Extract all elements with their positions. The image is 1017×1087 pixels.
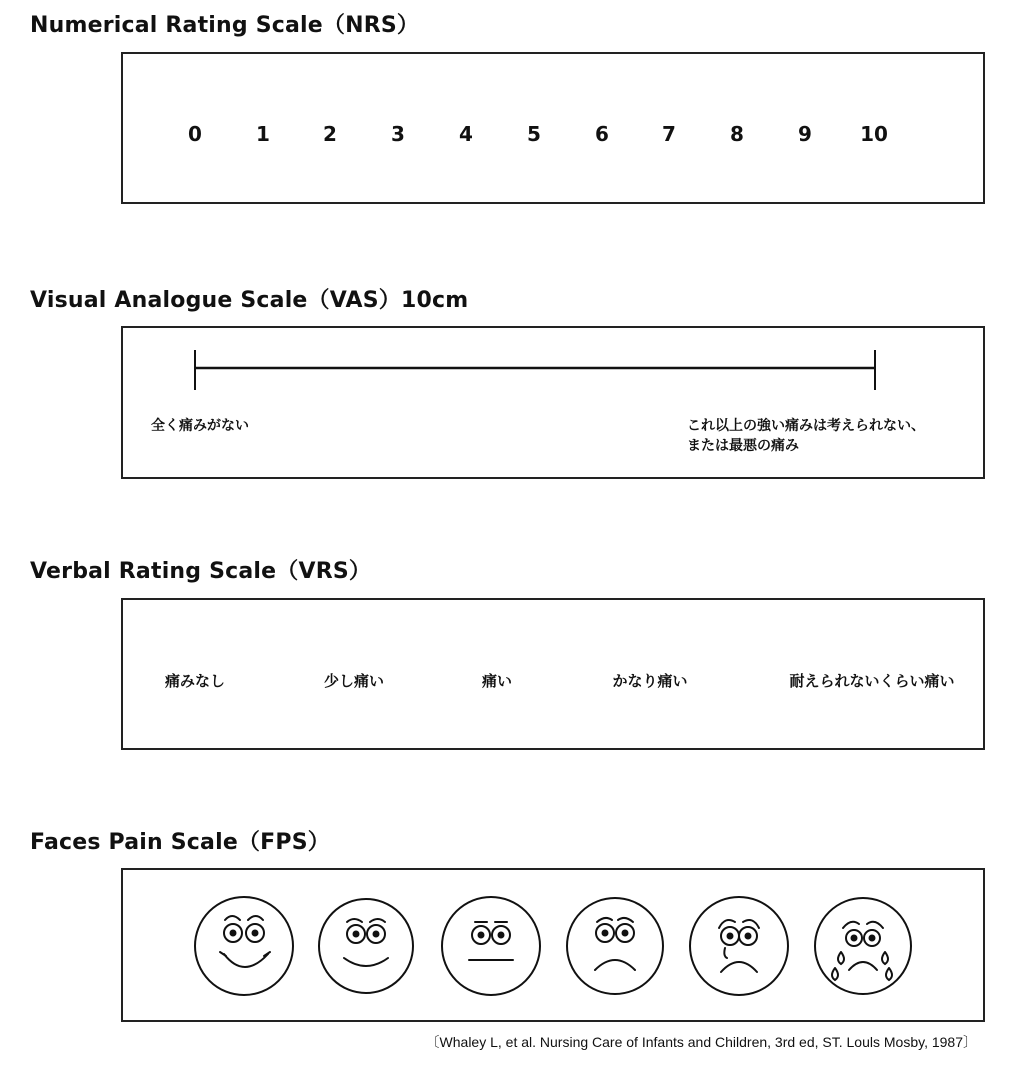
vas-line: [123, 328, 983, 408]
nrs-number-1: 1: [256, 122, 270, 146]
nrs-number-3: 3: [391, 122, 405, 146]
vas-right-label-line1: これ以上の強い痛みは考えられない、: [687, 418, 925, 434]
nrs-number-10: 10: [860, 122, 888, 146]
face-4-very-sad-icon: [690, 897, 788, 995]
nrs-number-2: 2: [323, 122, 337, 146]
face-1-happy-icon: [319, 899, 413, 993]
nrs-number-6: 6: [595, 122, 609, 146]
nrs-title: Numerical Rating Scale（NRS）: [30, 13, 420, 38]
face-0-very-happy-icon: [195, 897, 293, 995]
vrs-item-unbearable-pain: 耐えられないくらい痛い: [789, 672, 955, 690]
fps-title: Faces Pain Scale（FPS）: [30, 830, 330, 855]
nrs-number-7: 7: [662, 122, 676, 146]
vrs-item-slight-pain: 少し痛い: [323, 672, 385, 690]
nrs-box: [121, 52, 985, 204]
nrs-number-0: 0: [188, 122, 202, 146]
nrs-number-4: 4: [459, 122, 473, 146]
vas-left-label: 全く痛みがない: [151, 418, 249, 434]
nrs-number-5: 5: [527, 122, 541, 146]
citation: 〔Whaley L, et al. Nursing Care of Infants and Children, 3rd ed, ST. Louls Mosby, 1987〕: [425, 1034, 977, 1050]
vrs-title: Verbal Rating Scale（VRS）: [30, 559, 372, 584]
vas-title: Visual Analogue Scale（VAS）10cm: [30, 288, 469, 313]
face-5-crying-icon: [815, 898, 911, 994]
face-2-neutral-icon: [442, 897, 540, 995]
nrs-number-8: 8: [730, 122, 744, 146]
vas-right-label-line2: または最悪の痛み: [687, 438, 799, 454]
vas-right-label: [687, 416, 925, 456]
vrs-item-severe-pain: かなり痛い: [612, 672, 688, 690]
face-3-sad-icon: [567, 898, 663, 994]
vrs-box: [121, 598, 985, 750]
vrs-item-pain: 痛い: [481, 672, 513, 690]
vas-box: [121, 326, 985, 479]
nrs-number-9: 9: [798, 122, 812, 146]
faces-svg: [123, 870, 983, 1020]
fps-box: [121, 868, 985, 1022]
vrs-item-no-pain: 痛みなし: [164, 672, 226, 690]
